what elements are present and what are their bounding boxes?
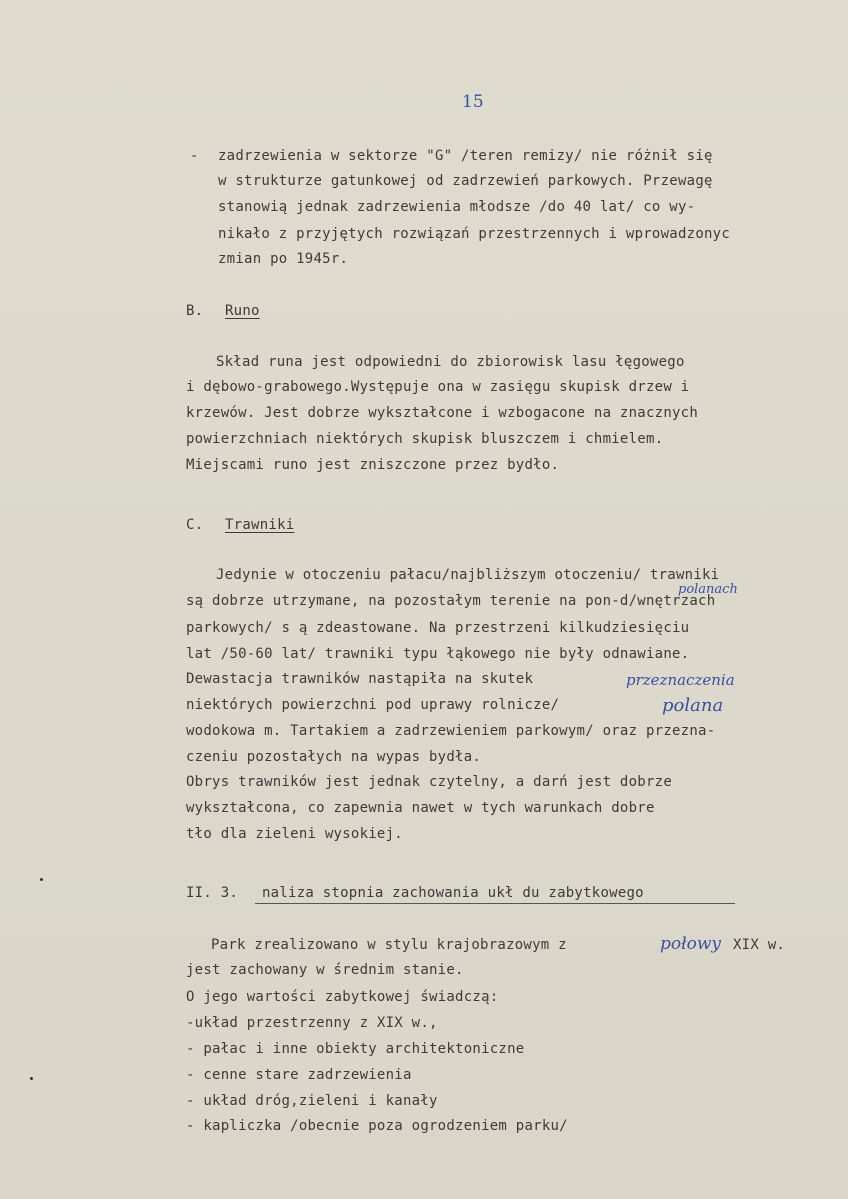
section-letter: C. [186, 517, 204, 533]
section-title: naliza stopnia zachowania ukł du zabytkowego [262, 885, 644, 901]
text-line: Jedynie w otoczeniu pałacu/najbliższym otoczeniu/ trawniki [216, 567, 720, 583]
section-title: Trawniki [225, 517, 295, 533]
text-line: stanowią jednak zadrzewienia młodsze /do 40 lat/ co wy- [218, 199, 696, 215]
section-title: Runo [225, 303, 260, 319]
text-line: wodokowa m. Tartakiem a zadrzewieniem parkowym/ oraz przezna- [186, 723, 716, 739]
text-line: O jego wartości zabytkowej świadczą: [186, 989, 499, 1005]
text-line: czeniu pozostałych na wypas bydła. [186, 749, 482, 765]
text-line: - układ dróg,zieleni i kanały [186, 1093, 438, 1109]
text-line: wykształcona, co zapewnia nawet w tych warunkach dobre [186, 800, 655, 816]
handwritten-insertion: przeznaczenia [626, 671, 735, 689]
page-number: 15 [462, 92, 484, 112]
text-line: Dewastacja trawników nastąpiła na skutek [186, 671, 534, 687]
text-line: parkowych/ s ą zdeastowane. Na przestrzeni kilkudziesięciu [186, 620, 690, 636]
text-line: XIX w. [733, 937, 786, 953]
text-line: Skład runa jest odpowiedni do zbiorowisk lasu łęgowego [216, 354, 685, 370]
text-line: Park zrealizowano w stylu krajobrazowym z [211, 937, 567, 953]
handwritten-insertion: połowy [660, 934, 722, 954]
text-line: powierzchniach niektórych skupisk bluszczem i chmielem. [186, 431, 664, 447]
text-line: i dębowo-grabowego.Występuje ona w zasięgu skupisk drzew i [186, 379, 690, 395]
bullet-dash: - [190, 148, 199, 164]
margin-dot [30, 1077, 33, 1080]
handwritten-insertion: polana [662, 695, 724, 716]
text-line: zmian po 1945r. [218, 251, 349, 267]
text-line: Obrys trawników jest jednak czytelny, a darń jest dobrze [186, 774, 673, 790]
section-letter: B. [186, 303, 204, 319]
text-line: nikało z przyjętych rozwiązań przestrzennych i wprowadzonyc [218, 226, 731, 242]
text-line: krzewów. Jest dobrze wykształcone i wzbogacone na znacznych [186, 405, 699, 421]
section-number: II. 3. [186, 885, 239, 901]
handwritten-correction: polanach [678, 582, 738, 597]
text-line: - kapliczka /obecnie poza ogrodzeniem parku/ [186, 1118, 568, 1134]
text-line: w strukturze gatunkowej od zadrzewień parkowych. Przewagę [218, 173, 713, 189]
text-line: niektórych powierzchni pod uprawy rolnicze/ [186, 697, 560, 713]
margin-dot [40, 878, 43, 881]
text-line: - pałac i inne obiekty architektoniczne [186, 1041, 525, 1057]
text-line: lat /50-60 lat/ trawniki typu łąkowego nie były odnawiane. [186, 646, 690, 662]
text-line: tło dla zieleni wysokiej. [186, 826, 403, 842]
text-line: -układ przestrzenny z XIX w., [186, 1015, 438, 1031]
text-line: są dobrze utrzymane, na pozostałym terenie na pon-d/wnętrzach [186, 593, 716, 609]
text-line: - cenne stare zadrzewienia [186, 1067, 412, 1083]
text-line: Miejscami runo jest zniszczone przez bydło. [186, 457, 560, 473]
text-line: zadrzewienia w sektorze "G" /teren remizy/ nie różnił się [218, 148, 713, 164]
title-underline [255, 903, 735, 904]
text-line: jest zachowany w średnim stanie. [186, 962, 464, 978]
